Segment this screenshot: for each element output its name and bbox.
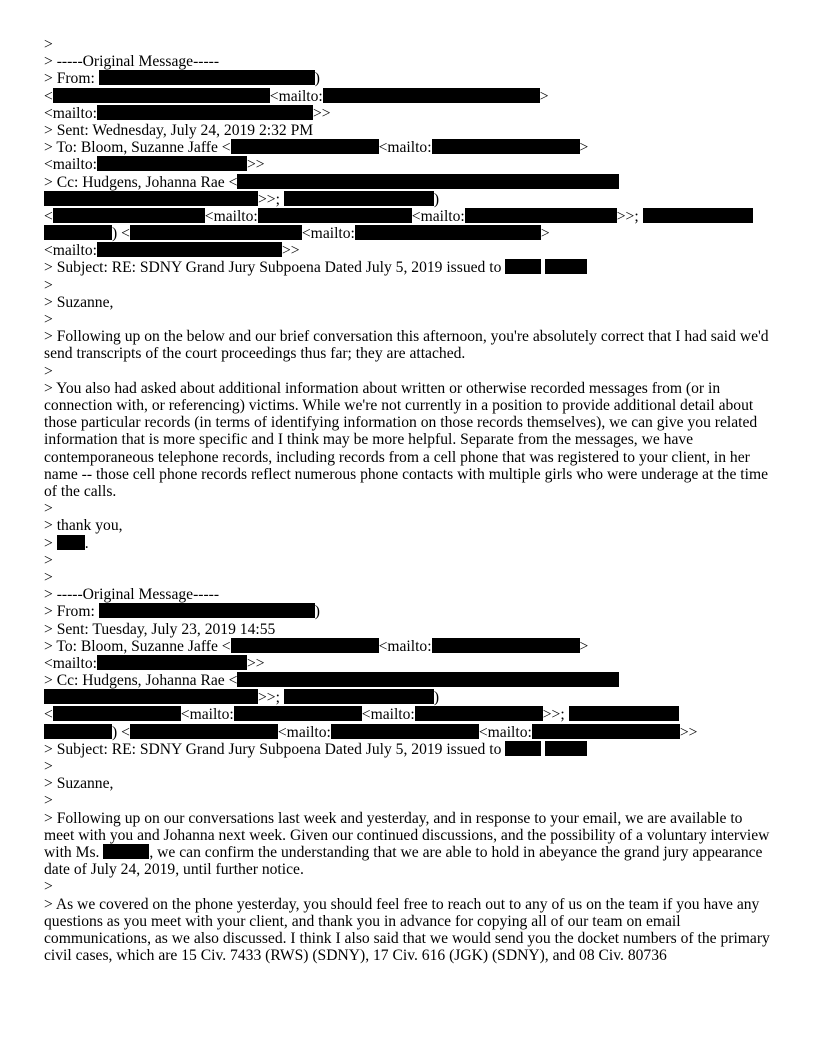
separator-text: > -----Original Message----- (44, 586, 220, 604)
cc-continuation-line (44, 706, 772, 723)
body-paragraph (44, 810, 772, 879)
text-fragment: ) < (112, 225, 130, 243)
mailto-text: <mailto: (180, 706, 234, 724)
text-fragment: > (539, 87, 549, 105)
quote-marker: > (44, 276, 53, 294)
body-text: > Following up on our conversations last week and yesterday, and in response to your email, we are available to meet with you and Johanna next week. Given our continued discussions, and the possibility of a voluntary interview with Ms. (44, 809, 770, 861)
from-label: > From: (44, 603, 95, 621)
text-fragment: < (44, 87, 53, 105)
cc-text: > Cc: Hudgens, Johanna Rae < (44, 672, 238, 690)
cc-line (44, 672, 772, 689)
redaction-bar (53, 88, 270, 103)
quote-marker: > (44, 551, 53, 569)
to-line (44, 638, 772, 655)
redaction-bar (234, 706, 362, 721)
greeting (44, 294, 772, 311)
text-fragment: > (579, 637, 589, 655)
redaction-bar (103, 844, 149, 859)
quote-line (44, 363, 772, 380)
redaction-bar (465, 208, 617, 223)
quote-marker: > (44, 568, 53, 586)
mailto-line (44, 156, 772, 173)
redaction-bar (237, 672, 619, 687)
redaction-bar (237, 174, 619, 189)
to-text: > To: Bloom, Suzanne Jaffe < (44, 637, 231, 655)
cc-continuation-line (44, 724, 772, 741)
mailto-text: <mailto: (301, 225, 355, 243)
quote-line (44, 758, 772, 775)
redaction-bar (284, 689, 434, 704)
redaction-bar (331, 724, 479, 739)
quote-marker: > (44, 500, 53, 518)
cc-continuation-line (44, 208, 772, 225)
quote-marker: > (44, 758, 53, 776)
mailto-line (44, 655, 772, 672)
mailto-text: <mailto: (44, 654, 97, 672)
to-text: > To: Bloom, Suzanne Jaffe < (44, 139, 231, 157)
text-fragment: >>; (616, 207, 639, 225)
quote-marker: > (44, 362, 53, 380)
text-fragment: < (44, 207, 53, 225)
greeting-text: > Suzanne, (44, 775, 114, 793)
sent-line (44, 122, 772, 139)
text-fragment: ) < (112, 723, 130, 741)
redaction-bar (53, 208, 205, 223)
separator-text: > -----Original Message----- (44, 53, 220, 71)
text-fragment: ) (433, 689, 440, 707)
redaction-bar (231, 638, 379, 653)
from-label: > From: (44, 70, 95, 88)
body-paragraph: > As we covered on the phone yesterday, you should feel free to reach out to any of us on the team if you have any questions as you meet with your client, and thank you in advance for copying all of our team on email communications, as we also discussed. I think I also said that we would send you the docket numbers of the primary civil cases, which are 15 Civ. 7433 (RWS) (SDNY), 17 Civ. 616 (JGK) (SDNY), and 08 Civ. 80736 (44, 895, 770, 965)
from-address-line (44, 88, 772, 105)
redaction-bar (97, 156, 247, 171)
original-message-separator (44, 53, 772, 70)
quote-line (44, 792, 772, 809)
quote-line (44, 569, 772, 586)
mailto-text: <mailto: (44, 104, 97, 122)
text-fragment: < (44, 706, 53, 724)
cc-continuation-line (44, 689, 772, 706)
original-message-separator (44, 586, 772, 603)
mailto-text: <mailto: (44, 156, 97, 174)
text-fragment: >>; (542, 706, 565, 724)
from-line (44, 70, 772, 87)
redaction-bar (569, 706, 679, 721)
cc-continuation-line (44, 191, 772, 208)
redaction-bar (97, 242, 282, 257)
redaction-bar (130, 724, 278, 739)
quote-marker: > (44, 311, 53, 328)
subject-text: > Subject: RE: SDNY Grand Jury Subpoena Dated July 5, 2019 issued to (44, 740, 502, 758)
quote-marker: > (44, 36, 53, 53)
redaction-bar (355, 225, 541, 240)
text-fragment: >> (281, 242, 300, 260)
mailto-text: <mailto: (378, 637, 432, 655)
to-line (44, 139, 772, 156)
text-fragment: > (579, 139, 589, 157)
quote-line (44, 500, 772, 517)
redaction-bar (53, 706, 181, 721)
text-fragment: ) (314, 603, 320, 621)
redaction-bar (44, 689, 258, 704)
greeting (44, 775, 772, 792)
body-paragraph: > You also had asked about additional information about written or otherwise recorded messages from (or in connection with, or referencing) victims. While we're not currently in a position to provide additional detail about those particular records (in terms of identifying information on those records themselves), we can give you related information that is more specific and I think may be more helpful. Separate from the messages, we have contemporaneous telephone records, including records from a cell phone that was registered to your client, in her name -- those cell phone records reflect numerous phone contacts with multiple girls who were underage at the time of the calls. (44, 379, 768, 500)
subject-line (44, 259, 772, 276)
text-fragment: >> (246, 156, 265, 174)
redaction-bar (545, 741, 587, 756)
quote-marker: > (44, 534, 53, 552)
cc-continuation-line (44, 225, 772, 242)
mailto-line (44, 105, 772, 122)
mailto-text: <mailto: (44, 242, 97, 260)
redaction-bar (432, 139, 580, 154)
signoff (44, 517, 772, 534)
redaction-bar (99, 603, 315, 618)
body-paragraph: > Following up on the below and our brief conversation this afternoon, you're absolutely correct that I had said we'd send transcripts of the court proceedings thus far; they are attached. (44, 328, 769, 363)
quote-line (44, 552, 772, 569)
redaction-bar (643, 208, 753, 223)
text-fragment: >> (246, 654, 265, 672)
redaction-bar (323, 88, 540, 103)
quote-marker: > (44, 878, 53, 896)
redaction-bar (532, 724, 680, 739)
sent-text: > Sent: Wednesday, July 24, 2019 2:32 PM (44, 121, 314, 139)
quote-line (44, 277, 772, 294)
body-text: , we can confirm the understanding that we are able to hold in abeyance the grand jury appearance date of July 24, 2019, until further notice. (44, 843, 763, 879)
email-thread (44, 36, 772, 964)
mailto-text: <mailto: (361, 706, 415, 724)
quote-marker: > (44, 792, 53, 810)
redaction-bar (545, 259, 587, 274)
redaction-bar (44, 724, 112, 739)
quote-line (44, 311, 772, 328)
redaction-bar (505, 259, 541, 274)
redaction-bar (505, 741, 541, 756)
text-fragment: >> (679, 723, 698, 741)
mailto-text: <mailto: (269, 87, 323, 105)
redaction-bar (284, 191, 434, 206)
cc-text: > Cc: Hudgens, Johanna Rae < (44, 173, 238, 191)
mailto-text: <mailto: (378, 139, 432, 157)
mailto-text: <mailto: (411, 207, 465, 225)
redaction-bar (415, 706, 543, 721)
from-line (44, 603, 772, 620)
mailto-line (44, 242, 772, 259)
mailto-text: <mailto: (478, 723, 532, 741)
redaction-bar (231, 139, 379, 154)
redaction-bar (258, 208, 412, 223)
subject-line (44, 741, 772, 758)
text-fragment: ) (433, 190, 440, 208)
redaction-bar (44, 225, 112, 240)
redaction-bar (44, 191, 258, 206)
subject-text: > Subject: RE: SDNY Grand Jury Subpoena Dated July 5, 2019 issued to (44, 259, 502, 277)
text-fragment: >>; (258, 190, 280, 208)
text-fragment: . (84, 534, 89, 552)
redaction-bar (97, 655, 247, 670)
quote-line (44, 36, 772, 53)
text-fragment: >>; (258, 689, 280, 707)
text-fragment: > (540, 225, 550, 243)
signoff-text: > thank you, (44, 517, 123, 535)
redaction-bar (130, 225, 302, 240)
sent-text: > Sent: Tuesday, July 23, 2019 14:55 (44, 620, 276, 638)
redaction-bar (57, 535, 85, 550)
mailto-text: <mailto: (204, 207, 258, 225)
sent-line (44, 621, 772, 638)
redaction-bar (97, 105, 313, 120)
redaction-bar (432, 638, 580, 653)
signature-line (44, 535, 772, 552)
mailto-text: <mailto: (277, 723, 331, 741)
cc-line (44, 174, 772, 191)
text-fragment: >> (312, 104, 331, 122)
redaction-bar (99, 70, 315, 85)
greeting-text: > Suzanne, (44, 293, 114, 311)
quote-line (44, 878, 772, 895)
text-fragment: ) (314, 70, 320, 88)
